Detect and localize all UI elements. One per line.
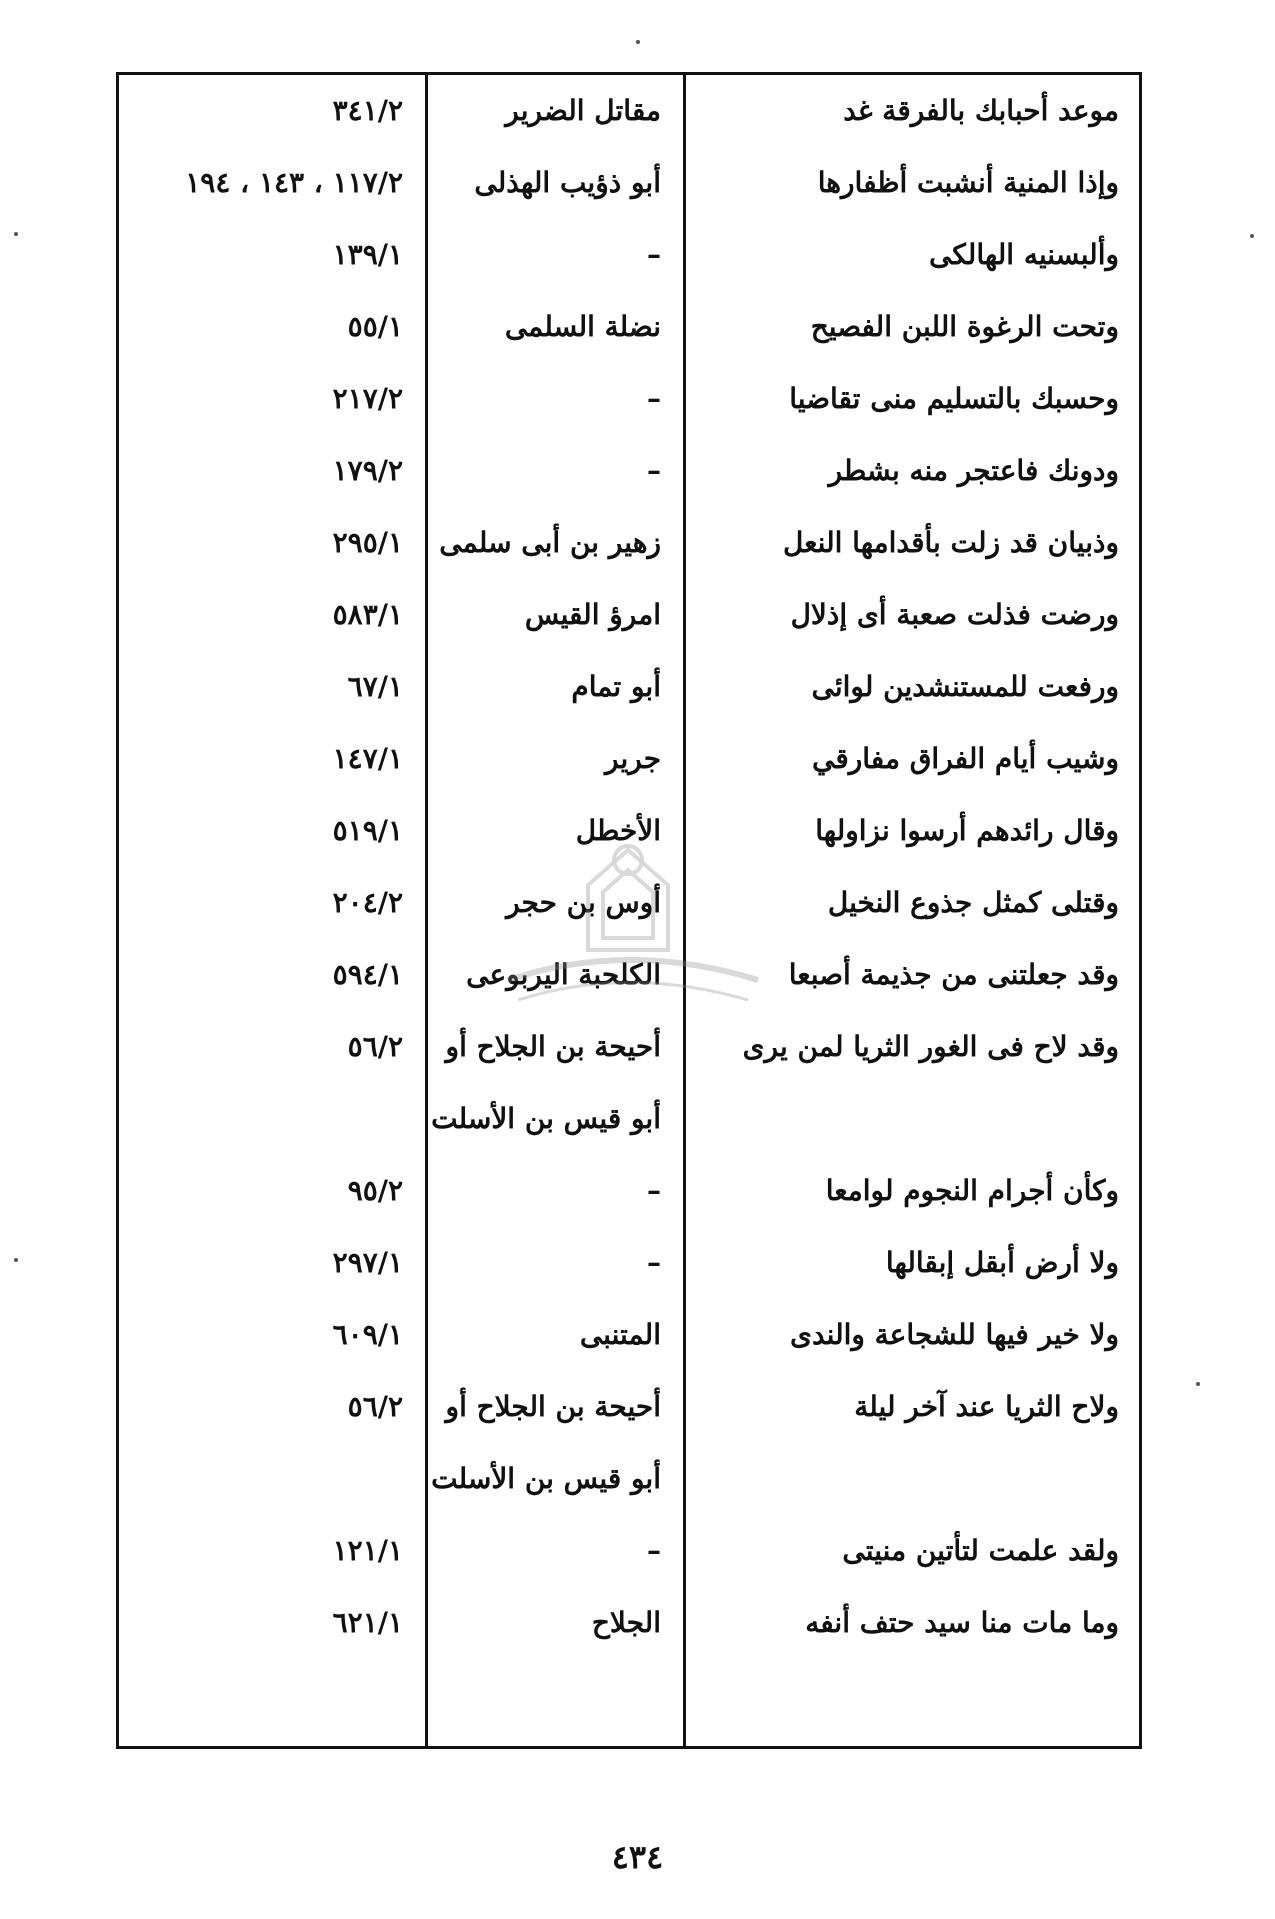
table-row <box>119 939 1139 1011</box>
reference-cell: ٥٩٤/١ <box>332 958 403 991</box>
verse-cell: وشيب أيام الفراق مفارقي <box>812 742 1119 775</box>
poet-cell: – <box>647 1174 661 1207</box>
poet-cell: مقاتل الضرير <box>505 94 661 127</box>
reference-cell: ٢٩٥/١ <box>332 526 403 559</box>
verse-cell: ولقد علمت لتأتين منيتى <box>842 1534 1119 1567</box>
poet-cell-second-line: أبو قيس بن الأسلت <box>431 1462 661 1495</box>
reference-cell: ٦٢١/١ <box>332 1606 403 1639</box>
verse-cell: وقد لاح فى الغور الثريا لمن يرى <box>742 1030 1119 1063</box>
reference-cell: ١٧٩/٢ <box>332 454 403 487</box>
verse-cell: وما مات منا سيد حتف أنفه <box>805 1606 1119 1639</box>
reference-cell: ٥٦/٢ <box>347 1030 403 1063</box>
scan-speck <box>1250 234 1254 238</box>
table-row <box>119 219 1139 291</box>
verse-cell: ولا أرض أبقل إبقالها <box>885 1246 1119 1279</box>
table-row <box>119 867 1139 939</box>
page-number: ٤٣٤ <box>611 1838 664 1876</box>
poet-cell: المتنبى <box>579 1318 661 1351</box>
poet-cell: – <box>647 1246 661 1279</box>
verse-cell: وقال رائدهم أرسوا نزاولها <box>815 814 1119 847</box>
poet-cell: – <box>647 454 661 487</box>
reference-cell: ٥٦/٢ <box>347 1390 403 1423</box>
verse-cell: ودونك فاعتجر منه بشطر <box>828 454 1119 487</box>
poet-cell-second-line: أبو قيس بن الأسلت <box>431 1102 661 1135</box>
verse-cell: وكأن أجرام النجوم لوامعا <box>825 1174 1119 1207</box>
verse-cell: وإذا المنية أنشبت أظفارها <box>817 166 1119 199</box>
table-row <box>119 507 1139 579</box>
reference-cell: ١١٧/٢ ، ١٤٣ ، ١٩٤ <box>185 166 403 199</box>
table-row <box>119 363 1139 435</box>
table-row <box>119 147 1139 219</box>
verse-cell: ولاح الثريا عند آخر ليلة <box>854 1390 1119 1423</box>
reference-cell: ٣٤١/٢ <box>332 94 403 127</box>
scan-speck <box>14 1258 18 1262</box>
reference-cell: ٥٥/١ <box>347 310 403 343</box>
verse-cell: وحسبك بالتسليم منى تقاضيا <box>789 382 1119 415</box>
table-row <box>119 723 1139 795</box>
poet-cell: زهير بن أبى سلمى <box>439 526 661 559</box>
table-row <box>119 795 1139 867</box>
reference-cell: ١٣٩/١ <box>332 238 403 271</box>
verse-cell: ولا خير فيها للشجاعة والندى <box>790 1318 1119 1351</box>
verse-cell: ورفعت للمستنشدين لوائى <box>811 670 1119 703</box>
poet-cell: نضلة السلمى <box>504 310 661 343</box>
table-row <box>119 1371 1139 1495</box>
scan-speck <box>636 40 640 44</box>
poet-cell: أحيحة بن الجلاح أو <box>445 1030 661 1063</box>
reference-cell: ٢١٧/٢ <box>332 382 403 415</box>
scan-speck <box>1196 1382 1200 1386</box>
table-row <box>119 1155 1139 1227</box>
reference-cell: ٥١٩/١ <box>332 814 403 847</box>
poet-cell: أبو ذؤيب الهذلى <box>474 166 661 199</box>
reference-cell: ١٢١/١ <box>332 1534 403 1567</box>
table-row <box>119 1299 1139 1371</box>
reference-cell: ٢٩٧/١ <box>332 1246 403 1279</box>
table-row <box>119 291 1139 363</box>
verse-cell: ورضت فذلت صعبة أى إذلال <box>790 598 1119 631</box>
poet-cell: أحيحة بن الجلاح أو <box>445 1390 661 1423</box>
poet-cell: – <box>647 1534 661 1567</box>
reference-cell: ٦٠٩/١ <box>332 1318 403 1351</box>
table-row <box>119 1227 1139 1299</box>
verse-cell: وقتلى كمثل جذوع النخيل <box>827 886 1119 919</box>
scan-speck <box>14 232 18 236</box>
reference-cell: ١٤٧/١ <box>332 742 403 775</box>
reference-cell: ٩٥/٢ <box>347 1174 403 1207</box>
poet-cell: أوس بن حجر <box>506 886 661 919</box>
verse-cell: موعد أحبابك بالفرقة غد <box>843 94 1119 127</box>
poet-cell: جرير <box>605 742 661 775</box>
table-row <box>119 1587 1139 1659</box>
poet-cell: الأخطل <box>575 814 661 847</box>
table-row <box>119 435 1139 507</box>
poet-cell: الكلحبة اليربوعى <box>466 958 661 991</box>
table-row <box>119 651 1139 723</box>
reference-cell: ٦٧/١ <box>347 670 403 703</box>
poet-cell: أبو تمام <box>571 670 661 703</box>
table-row <box>119 1011 1139 1135</box>
verse-cell: وذبيان قد زلت بأقدامها النعل <box>782 526 1119 559</box>
reference-cell: ٥٨٣/١ <box>332 598 403 631</box>
reference-cell: ٢٠٤/٢ <box>332 886 403 919</box>
verse-cell: وقد جعلتنى من جذيمة أصبعا <box>788 958 1119 991</box>
verse-cell: وألبسنيه الهالكى <box>929 238 1119 271</box>
poet-cell: – <box>647 238 661 271</box>
verse-index-table <box>116 72 1142 1749</box>
verse-cell: وتحت الرغوة اللبن الفصيح <box>810 310 1119 343</box>
table-row <box>119 75 1139 147</box>
poet-cell: الجلاح <box>591 1606 661 1639</box>
poet-cell: امرؤ القيس <box>524 598 661 631</box>
poet-cell: – <box>647 382 661 415</box>
table-row <box>119 1515 1139 1587</box>
table-row <box>119 579 1139 651</box>
